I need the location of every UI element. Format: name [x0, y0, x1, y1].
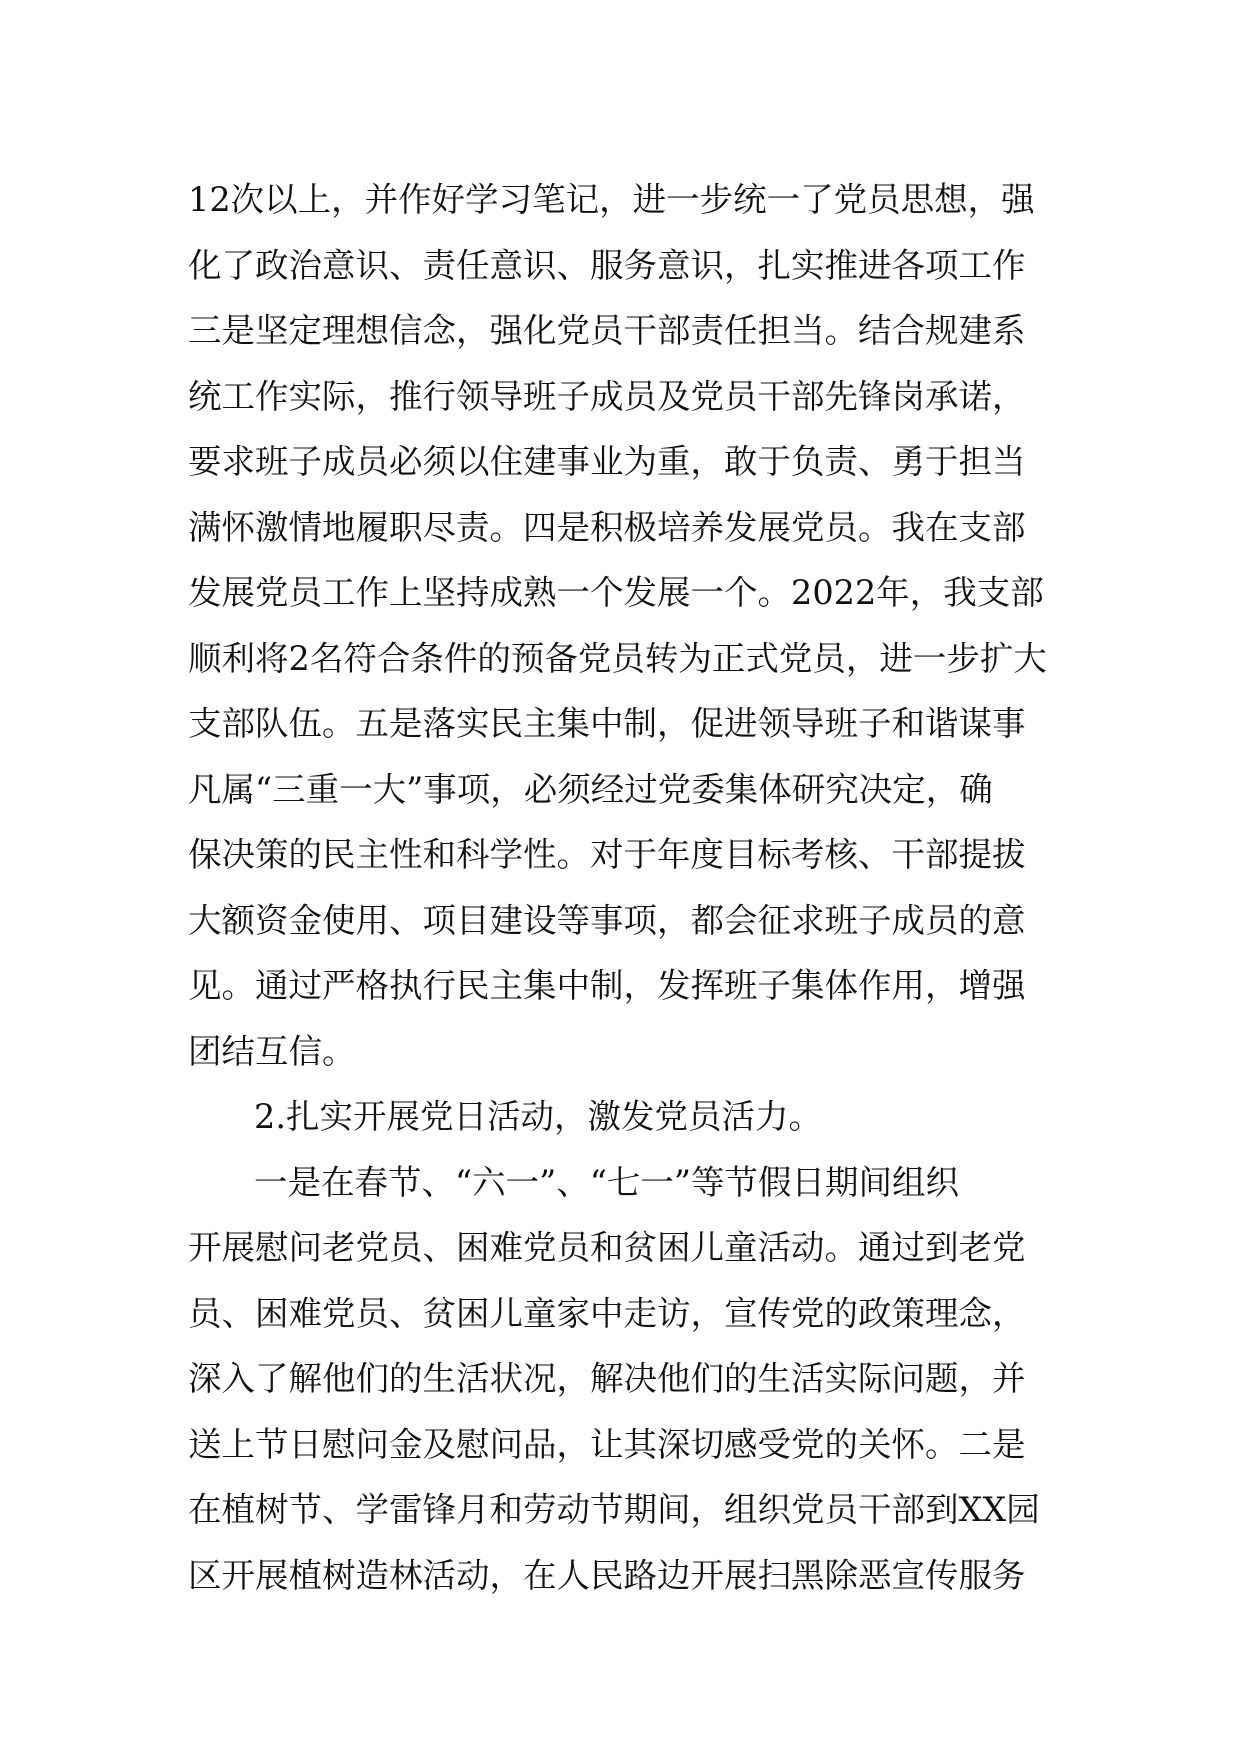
text-line: 送上节日慰问金及慰问品，让其深切感受党的关怀。二是 [188, 1424, 1026, 1464]
text-line: 保决策的民主性和科学性。对于年度目标考核、干部提拔 [188, 835, 1026, 874]
text-line: 三是坚定理想信念，强化党员干部责任担当。结合规建系 [188, 311, 1026, 350]
paragraph-first-line: 一是在春节、“六一”、“七一”等节假日期间组织 [254, 1162, 960, 1202]
text-line: 支部队伍。五是落实民主集中制，促进领导班子和谐谋事 [188, 704, 1026, 743]
text-line: 大额资金使用、项目建设等事项，都会征求班子成员的意 [188, 900, 1026, 940]
text-line: 员、困难党员、贫困儿童家中走访，宣传党的政策理念， [188, 1293, 1026, 1333]
text-line: 发展党员工作上坚持成熟一个发展一个。2022年，我支部 [188, 573, 1044, 612]
body-text [188, 167, 1058, 1608]
text-line: 在植树节、学雷锋月和劳动节期间，组织党员干部到XX园 [188, 1490, 1040, 1529]
text-line: 顺利将2名符合条件的预备党员转为正式党员，进一步扩大 [188, 638, 1047, 678]
text-line: 见。通过严格执行民主集中制，发挥班子集体作用，增强 [188, 966, 1026, 1005]
text-line: 区开展植树造林活动，在人民路边开展扫黑除恶宣传服务 [188, 1555, 1026, 1595]
text-line: 化了政治意识、责任意识、服务意识，扎实推进各项工作 [188, 245, 1026, 285]
text-line: 开展慰问老党员、困难党员和贫困儿童活动。通过到老党 [188, 1228, 1026, 1267]
text-line: 12次以上，并作好学习笔记，进一步统一了党员思想，强 [188, 180, 1035, 219]
text-line: 深入了解他们的生活状况，解决他们的生活实际问题，并 [188, 1359, 1026, 1398]
text-line: 凡属“三重一大”事项，必须经过党委集体研究决定，确 [188, 769, 993, 809]
section-heading: 2.扎实开展党日活动，激发党员活力。 [254, 1097, 822, 1136]
text-line: 统工作实际，推行领导班子成员及党员干部先锋岗承诺， [188, 376, 1026, 416]
text-line: 要求班子成员必须以住建事业为重，敢于负责、勇于担当 [188, 442, 1026, 481]
text-line: 满怀激情地履职尽责。四是积极培养发展党员。我在支部 [188, 507, 1026, 547]
text-line: 团结互信。 [188, 1031, 356, 1071]
